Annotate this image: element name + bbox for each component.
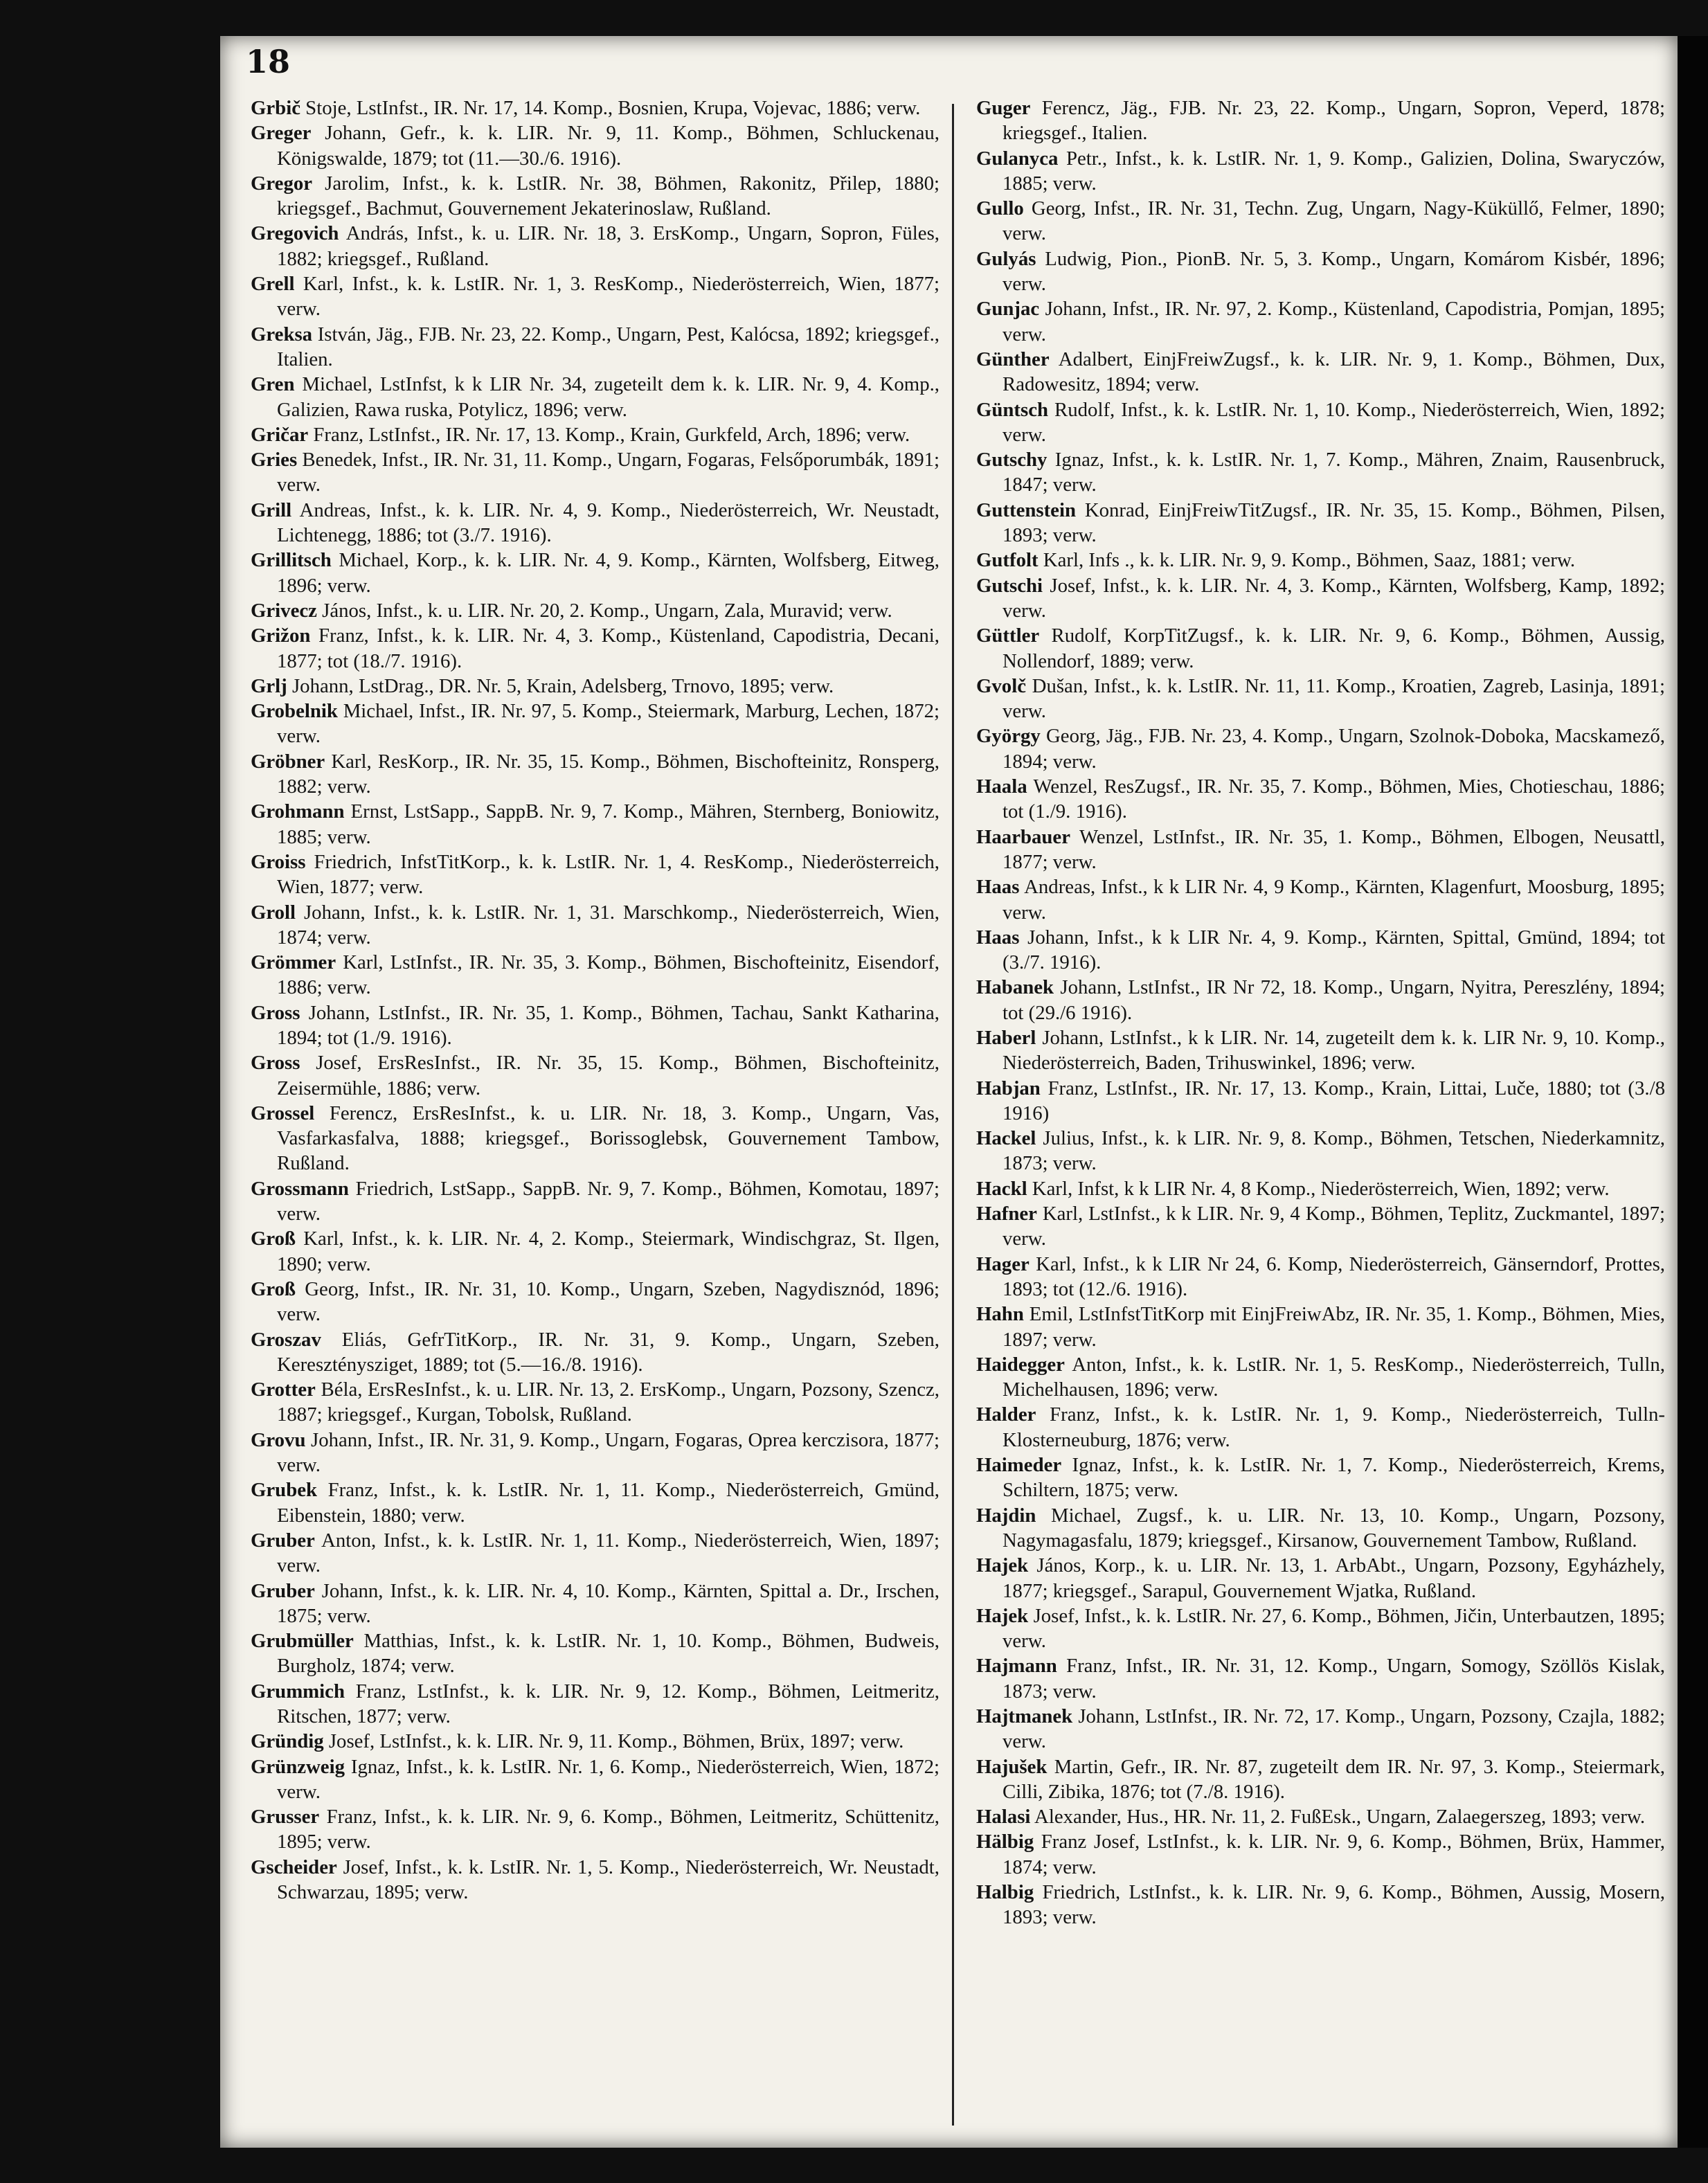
entry-details: Franz, Infst., k. k. LIR. Nr. 9, 6. Komp., Böhmen, Leitmeritz, Schüttenitz, 1895; verw. xyxy=(277,1806,940,1853)
entry-details: Michael, LstInfst, k k LIR Nr. 34, zugeteilt dem k. k. LIR. Nr. 9, 4. Komp., Galizien, Rawa ruska, Potylicz, 1896; verw. xyxy=(277,373,940,421)
register-entry xyxy=(251,850,940,900)
entry-surname: Grömmer xyxy=(251,951,336,974)
entry-surname: Grell xyxy=(251,273,295,296)
left-column xyxy=(251,96,940,1905)
register-entry xyxy=(976,548,1665,573)
entry-details: Franz, Infst., k. k. LstIR. Nr. 1, 11. Komp., Niederösterreich, Gmünd, Eibenstein, 1880; verw. xyxy=(277,1479,940,1527)
register-entry xyxy=(976,1829,1665,1880)
entry-details: Konrad, EinjFreiwTitZugsf., IR. Nr. 35, 15. Komp., Böhmen, Pilsen, 1893; verw. xyxy=(1003,498,1665,547)
register-entry xyxy=(976,347,1665,397)
register-entry xyxy=(976,146,1665,197)
entry-surname: Halder xyxy=(976,1403,1036,1426)
register-entry xyxy=(976,447,1665,498)
entry-details: Emil, LstInfstTitKorp mit EinjFreiwAbz, IR. Nr. 35, 1. Komp., Böhmen, Mies, 1897; verw. xyxy=(1003,1303,1665,1351)
entry-surname: Hafner xyxy=(976,1203,1037,1225)
entry-details: Johann, Infst., k. k. LstIR. Nr. 1, 31. Marschkomp., Niederösterreich, Wien, 1874; verw. xyxy=(277,901,940,949)
entry-details: Johann, LstInfst., IR Nr 72, 18. Komp., Ungarn, Nyitra, Pereszlény, 1894; tot (29./6 1916). xyxy=(1003,976,1665,1024)
register-entry xyxy=(251,1000,940,1051)
entry-surname: Gren xyxy=(251,373,295,396)
entry-details: Karl, ResKorp., IR. Nr. 35, 15. Komp., Böhmen, Bischofteinitz, Ronsperg, 1882; verw. xyxy=(277,750,940,798)
entry-surname: Haala xyxy=(976,775,1027,798)
entry-details: János, Korp., k. u. LIR. Nr. 13, 1. ArbAbt., Ungarn, Pozsony, Egyházhely, 1877; kriegsgef., Sarapul, Gouvernement Wjatka, Rußland. xyxy=(1003,1554,1665,1602)
entry-details: Ignaz, Infst., k. k. LstIR. Nr. 1, 7. Komp., Mähren, Znaim, Rausenbruck, 1847; verw. xyxy=(1003,449,1665,496)
entry-surname: Grobelnik xyxy=(251,700,338,723)
entry-surname: Haarbauer xyxy=(976,825,1070,848)
entry-surname: Gutschi xyxy=(976,574,1043,597)
register-entry xyxy=(976,1653,1665,1704)
entry-surname: Hager xyxy=(976,1252,1030,1275)
entry-details: Johann, Infst., IR. Nr. 97, 2. Komp., Küstenland, Capodistria, Pomjan, 1895; verw. xyxy=(1003,298,1665,345)
register-entry xyxy=(976,1553,1665,1603)
entry-details: Ignaz, Infst., k. k. LstIR. Nr. 1, 6. Komp., Niederösterreich, Wien, 1872; verw. xyxy=(277,1755,940,1803)
entry-surname: Haas xyxy=(976,926,1020,949)
entry-surname: Habanek xyxy=(976,976,1054,999)
entry-details: Johann, LstDrag., DR. Nr. 5, Krain, Adelsberg, Trnovo, 1895; verw. xyxy=(287,674,834,697)
register-entry xyxy=(251,171,940,222)
entry-details: Franz, Infst., k. k. LIR. Nr. 4, 3. Komp., Küstenland, Capodistria, Decani, 1877; tot (18./7. 1916). xyxy=(277,625,940,672)
entry-details: András, Infst., k. u. LIR. Nr. 18, 3. ErsKomp., Ungarn, Sopron, Füles, 1882; kriegsgef., Rußland. xyxy=(277,222,940,270)
entry-surname: Groß xyxy=(251,1277,296,1300)
register-entry xyxy=(251,322,940,372)
entry-details: Martin, Gefr., IR. Nr. 87, zugeteilt dem IR. Nr. 97, 3. Komp., Steiermark, Cilli, Zibika, 1876; tot (7./8. 1916). xyxy=(1003,1755,1665,1803)
register-entry xyxy=(251,422,940,447)
register-entry xyxy=(976,1804,1665,1829)
entry-details: Josef, Infst., k. k. LstIR. Nr. 1, 5. Komp., Niederösterreich, Wr. Neustadt, Schwarzau, 1895; verw. xyxy=(277,1856,940,1904)
register-entry xyxy=(251,221,940,271)
entry-details: Anton, Infst., k. k. LstIR. Nr. 1, 11. Komp., Niederösterreich, Wien, 1897; verw. xyxy=(277,1529,940,1577)
register-entry xyxy=(251,1804,940,1855)
entry-details: Karl, Infst., k k LIR Nr 24, 6. Komp, Niederösterreich, Gänserndorf, Prottes, 1893; tot (12./6. 1916). xyxy=(1003,1252,1665,1300)
entry-details: Béla, ErsResInfst., k. u. LIR. Nr. 13, 2. ErsKomp., Ungarn, Pozsony, Szencz, 1887; kriegsgef., Kurgan, Tobolsk, Rußland. xyxy=(277,1378,940,1426)
entry-surname: Grill xyxy=(251,498,292,521)
register-entry xyxy=(976,196,1665,246)
register-entry xyxy=(251,1729,940,1754)
entry-details: Rudolf, Infst., k. k. LstIR. Nr. 1, 10. Komp., Niederösterreich, Wien, 1892; verw. xyxy=(1003,398,1665,446)
entry-details: Johann, LstInfst., IR. Nr. 35, 1. Komp., Böhmen, Tachau, Sankt Katharina, 1894; tot (1./9. 1916). xyxy=(277,1001,940,1049)
register-entry xyxy=(251,699,940,749)
entry-surname: Haas xyxy=(976,876,1020,899)
register-entry xyxy=(976,1503,1665,1554)
register-entry xyxy=(976,1302,1665,1352)
register-entry xyxy=(251,1226,940,1277)
register-entry xyxy=(251,950,940,1000)
entry-details: Alexander, Hus., HR. Nr. 11, 2. FußEsk., Ungarn, Zalaegerszeg, 1893; verw. xyxy=(1030,1806,1646,1829)
register-entry xyxy=(976,1076,1665,1126)
entry-surname: Greger xyxy=(251,122,312,145)
register-entry xyxy=(976,623,1665,674)
register-entry xyxy=(976,674,1665,724)
entry-surname: Gutfolt xyxy=(976,549,1039,572)
entry-details: Ferencz, ErsResInfst., k. u. LIR. Nr. 18, 3. Komp., Ungarn, Vas, Vasfarkasfalva, 1888; kriegsgef., Borissoglebsk, Gouvernement Tambow, Rußland. xyxy=(277,1102,940,1175)
entry-details: Josef, ErsResInfst., IR. Nr. 35, 15. Komp., Böhmen, Bischofteinitz, Zeisermühle, 1886; verw. xyxy=(277,1052,940,1099)
entry-surname: Grovu xyxy=(251,1428,306,1451)
entry-details: Georg, Infst., IR. Nr. 31, 10. Komp., Ungarn, Szeben, Nagydisznód, 1896; verw. xyxy=(277,1277,940,1326)
register-entry xyxy=(251,1855,940,1905)
register-entry xyxy=(251,1628,940,1679)
entry-surname: Haberl xyxy=(976,1026,1036,1049)
entry-surname: Haimeder xyxy=(976,1454,1062,1477)
entry-details: Anton, Infst., k. k. LstIR. Nr. 1, 5. ResKomp., Niederösterreich, Tulln, Michelhausen, 1896; verw. xyxy=(1003,1353,1665,1401)
register-entry xyxy=(976,925,1665,976)
entry-details: Stoje, LstInfst., IR. Nr. 17, 14. Komp., Bosnien, Krupa, Vojevac, 1886; verw. xyxy=(300,97,921,119)
entry-details: Johann, Infst., IR. Nr. 31, 9. Komp., Ungarn, Fogaras, Oprea kerczisora, 1877; verw. xyxy=(277,1428,940,1477)
register-entry xyxy=(976,96,1665,146)
entry-details: Josef, Infst., k. k. LstIR. Nr. 27, 6. Komp., Böhmen, Jičin, Unterbautzen, 1895; verw. xyxy=(1003,1604,1665,1653)
entry-surname: Gross xyxy=(251,1001,300,1024)
register-entry xyxy=(251,799,940,850)
entry-surname: Grivecz xyxy=(251,599,317,622)
entry-surname: Grillitsch xyxy=(251,549,332,572)
page-edge-shadow xyxy=(1678,36,1708,2148)
entry-surname: Halasi xyxy=(976,1806,1031,1829)
register-entry xyxy=(976,975,1665,1025)
entry-surname: Gričar xyxy=(251,423,309,446)
entry-details: Karl, LstInfst., IR. Nr. 35, 3. Komp., Böhmen, Bischofteinitz, Eisendorf, 1886; verw. xyxy=(277,951,940,999)
entry-surname: Hahn xyxy=(976,1303,1024,1326)
register-entry xyxy=(251,1101,940,1176)
entry-details: Josef, Infst., k. k. LIR. Nr. 4, 3. Komp., Kärnten, Wolfsberg, Kamp, 1892; verw. xyxy=(1003,574,1665,622)
entry-details: Friedrich, InfstTitKorp., k. k. LstIR. Nr. 1, 4. ResKomp., Niederösterreich, Wien, 1877; verw. xyxy=(277,850,940,899)
entry-details: Michael, Zugsf., k. u. LIR. Nr. 13, 10. Komp., Ungarn, Pozsony, Nagymagasfalu, 1879; kriegsgef., Kirsanow, Gouvernement Tambow, Rußland. xyxy=(1003,1504,1665,1552)
entry-details: Karl, Infs ., k. k. LIR. Nr. 9, 9. Komp., Böhmen, Saaz, 1881; verw. xyxy=(1038,549,1576,572)
entry-details: Franz, LstInfst., k. k. LIR. Nr. 9, 12. Komp., Böhmen, Leitmeritz, Ritschen, 1877; verw. xyxy=(277,1680,940,1727)
entry-details: Andreas, Infst., k k LIR Nr. 4, 9 Komp., Kärnten, Klagenfurt, Moosburg, 1895; verw. xyxy=(1003,876,1665,924)
entry-surname: Gulanyca xyxy=(976,147,1059,170)
entry-details: Franz, LstInfst., IR. Nr. 17, 13. Komp., Krain, Gurkfeld, Arch, 1896; verw. xyxy=(308,423,910,446)
entry-details: Georg, Infst., IR. Nr. 31, Techn. Zug, Ungarn, Nagy-Küküllő, Felmer, 1890; verw. xyxy=(1003,197,1665,245)
register-entry xyxy=(251,900,940,951)
entry-details: Wenzel, ResZugsf., IR. Nr. 35, 7. Komp., Böhmen, Mies, Chotieschau, 1886; tot (1./9. 1916). xyxy=(1003,775,1665,823)
register-entry xyxy=(976,1352,1665,1403)
entry-surname: Günther xyxy=(976,348,1050,370)
entry-details: Johann, LstInfst., IR. Nr. 72, 17. Komp., Ungarn, Pozsony, Czajla, 1882; verw. xyxy=(1003,1705,1665,1753)
entry-details: Karl, LstInfst., k k LIR. Nr. 9, 4 Komp., Böhmen, Teplitz, Zuckmantel, 1897; verw. xyxy=(1003,1203,1665,1250)
entry-details: Franz Josef, LstInfst., k. k. LIR. Nr. 9, 6. Komp., Böhmen, Brüx, Hammer, 1874; verw. xyxy=(1003,1831,1665,1878)
entry-surname: Güttler xyxy=(976,625,1040,647)
entry-details: Johann, Infst., k. k. LIR. Nr. 4, 10. Komp., Kärnten, Spittal a. Dr., Irschen, 1875; verw. xyxy=(277,1579,940,1627)
register-entry xyxy=(251,1176,940,1227)
entry-details: Matthias, Infst., k. k. LstIR. Nr. 1, 10. Komp., Böhmen, Budweis, Burgholz, 1874; verw. xyxy=(277,1630,940,1678)
entry-surname: Gruber xyxy=(251,1529,315,1552)
entry-surname: Halbig xyxy=(976,1881,1034,1904)
entry-surname: Greksa xyxy=(251,323,313,345)
register-entry xyxy=(251,598,940,623)
entry-surname: Hajek xyxy=(976,1554,1029,1577)
register-entry xyxy=(251,749,940,800)
register-entry xyxy=(251,1477,940,1528)
register-entry xyxy=(976,1126,1665,1176)
entry-details: Johann, Infst., k k LIR Nr. 4, 9. Komp., Kärnten, Spittal, Gmünd, 1894; tot (3./7. 1916). xyxy=(1003,926,1665,974)
register-entry xyxy=(976,498,1665,548)
entry-surname: Hajtmanek xyxy=(976,1705,1073,1727)
register-entry xyxy=(251,1377,940,1428)
entry-surname: Gregor xyxy=(251,172,313,195)
entry-surname: Grotter xyxy=(251,1378,316,1401)
entry-surname: Grossmann xyxy=(251,1177,349,1200)
register-entry xyxy=(976,1201,1665,1252)
entry-surname: Grummich xyxy=(251,1680,345,1703)
entry-surname: Gullo xyxy=(976,197,1024,220)
entry-details: Karl, Infst, k k LIR Nr. 4, 8 Komp., Niederösterreich, Wien, 1892; verw. xyxy=(1027,1177,1610,1200)
register-entry xyxy=(251,1528,940,1579)
entry-details: Georg, Jäg., FJB. Nr. 23, 4. Komp., Ungarn, Szolnok-Doboka, Macskamező, 1894; verw. xyxy=(1003,725,1665,773)
entry-surname: Guttenstein xyxy=(976,498,1076,521)
entry-surname: Gscheider xyxy=(251,1856,337,1878)
register-entry xyxy=(251,1679,940,1730)
entry-surname: Gunjac xyxy=(976,298,1040,321)
entry-details: Michael, Infst., IR. Nr. 97, 5. Komp., Steiermark, Marburg, Lechen, 1872; verw. xyxy=(277,700,940,748)
register-entry xyxy=(251,96,940,120)
entry-surname: Gries xyxy=(251,449,298,471)
entry-surname: Güntsch xyxy=(976,398,1049,421)
entry-surname: Grünzweig xyxy=(251,1755,345,1778)
page-number: 18 xyxy=(246,43,291,80)
register-entry xyxy=(251,120,940,171)
entry-surname: Hajek xyxy=(976,1604,1029,1627)
register-entry xyxy=(251,1754,940,1805)
register-entry xyxy=(251,1277,940,1327)
entry-surname: Grossel xyxy=(251,1102,315,1124)
entry-surname: Gvolč xyxy=(976,674,1026,697)
register-entry xyxy=(251,498,940,548)
entry-details: Eliás, GefrTitKorp., IR. Nr. 31, 9. Komp., Ungarn, Szeben, Kereszténysziget, 1889; tot (5.—16./8. 1916). xyxy=(277,1328,940,1376)
register-entry xyxy=(976,1880,1665,1930)
entry-surname: Gutschy xyxy=(976,449,1048,471)
register-entry xyxy=(251,1579,940,1629)
entry-details: Benedek, Infst., IR. Nr. 31, 11. Komp., Ungarn, Fogaras, Felsőporumbák, 1891; verw. xyxy=(277,449,940,496)
entry-surname: Habjan xyxy=(976,1077,1041,1099)
entry-details: Jarolim, Infst., k. k. LstIR. Nr. 38, Böhmen, Rakonitz, Přilep, 1880; kriegsgef., Bachmut, Gouvernement Jekaterinoslaw, Rußland. xyxy=(277,172,940,220)
entry-surname: Hälbig xyxy=(976,1831,1034,1853)
register-entry xyxy=(251,674,940,699)
entry-details: István, Jäg., FJB. Nr. 23, 22. Komp., Ungarn, Pest, Kalócsa, 1892; kriegsgef., Italien. xyxy=(277,323,940,370)
register-entry xyxy=(976,1603,1665,1654)
register-entry xyxy=(976,774,1665,825)
entry-surname: Grbič xyxy=(251,97,300,119)
entry-surname: Guger xyxy=(976,97,1031,119)
entry-details: Karl, Infst., k. k. LstIR. Nr. 1, 3. ResKomp., Niederösterreich, Wien, 1877; verw. xyxy=(277,273,940,321)
entry-details: Wenzel, LstInfst., IR. Nr. 35, 1. Komp., Böhmen, Elbogen, Neusattl, 1877; verw. xyxy=(1003,825,1665,873)
entry-details: Dušan, Infst., k. k. LstIR. Nr. 11, 11. Komp., Kroatien, Zagreb, Lasinja, 1891; verw. xyxy=(1003,674,1665,723)
entry-surname: Gruber xyxy=(251,1579,315,1602)
entry-surname: Groiss xyxy=(251,850,306,873)
entry-details: Friedrich, LstSapp., SappB. Nr. 9, 7. Komp., Böhmen, Komotau, 1897; verw. xyxy=(277,1177,940,1225)
entry-surname: Hajušek xyxy=(976,1755,1048,1778)
register-entry xyxy=(251,623,940,674)
entry-details: Rudolf, KorpTitZugsf., k. k. LIR. Nr. 9, 6. Komp., Böhmen, Aussig, Nollendorf, 1889; verw. xyxy=(1003,625,1665,672)
entry-details: Petr., Infst., k. k. LstIR. Nr. 1, 9. Komp., Galizien, Dolina, Swaryczów, 1885; verw. xyxy=(1003,147,1665,195)
entry-surname: Grlj xyxy=(251,674,287,697)
entry-details: Franz, Infst., IR. Nr. 31, 12. Komp., Ungarn, Somogy, Szöllös Kislak, 1873; verw. xyxy=(1003,1655,1665,1703)
entry-details: Josef, LstInfst., k. k. LIR. Nr. 9, 11. Komp., Böhmen, Brüx, 1897; verw. xyxy=(323,1730,904,1753)
entry-surname: Grusser xyxy=(251,1806,320,1829)
entry-details: Franz, Infst., k. k. LstIR. Nr. 1, 9. Komp., Niederösterreich, Tulln-Klosterneuburg, 1876; verw. xyxy=(1003,1403,1665,1451)
register-entry xyxy=(976,1402,1665,1453)
register-entry xyxy=(976,296,1665,347)
register-entry xyxy=(976,825,1665,875)
register-entry xyxy=(976,1754,1665,1805)
entry-details: Michael, Korp., k. k. LIR. Nr. 4, 9. Komp., Kärnten, Wolfsberg, Eitweg, 1896; verw. xyxy=(277,549,940,597)
register-entry xyxy=(976,397,1665,448)
entry-details: Karl, Infst., k. k. LIR. Nr. 4, 2. Komp., Steiermark, Windischgraz, St. Ilgen, 1890; verw. xyxy=(277,1228,940,1275)
entry-details: Andreas, Infst., k. k. LIR. Nr. 4, 9. Komp., Niederösterreich, Wr. Neustadt, Lichtenegg, 1886; tot (3./7. 1916). xyxy=(277,498,940,547)
entry-surname: Gregovich xyxy=(251,222,339,245)
register-entry xyxy=(251,271,940,322)
entry-details: Johann, LstInfst., k k LIR. Nr. 14, zugeteilt dem k. k. LIR Nr. 9, 10. Komp., Niederösterreich, Baden, Trihuswinkel, 1896; verw. xyxy=(1003,1026,1665,1075)
entry-surname: Hackel xyxy=(976,1127,1036,1150)
entry-surname: Haidegger xyxy=(976,1353,1065,1376)
register-entry xyxy=(251,1327,940,1378)
entry-details: Ludwig, Pion., PionB. Nr. 5, 3. Komp., Ungarn, Komárom Kisbér, 1896; verw. xyxy=(1003,247,1665,296)
entry-surname: Hajmann xyxy=(976,1655,1057,1678)
entry-details: Ernst, LstSapp., SappB. Nr. 9, 7. Komp., Mähren, Sternberg, Boniowitz, 1885; verw. xyxy=(277,800,940,848)
right-column xyxy=(976,96,1665,1930)
register-entry xyxy=(251,1050,940,1101)
entry-details: Ferencz, Jäg., FJB. Nr. 23, 22. Komp., Ungarn, Sopron, Veperd, 1878; kriegsgef., Italien. xyxy=(1003,97,1665,145)
entry-surname: Grohmann xyxy=(251,800,345,823)
register-entry xyxy=(976,874,1665,925)
entry-details: Johann, Gefr., k. k. LIR. Nr. 9, 11. Komp., Böhmen, Schluckenau, Königswalde, 1879; tot (11.—30./6. 1916). xyxy=(277,122,940,170)
register-entry xyxy=(976,246,1665,297)
register-entry xyxy=(976,573,1665,624)
entry-surname: Gründig xyxy=(251,1730,324,1753)
entry-surname: Groszav xyxy=(251,1328,321,1351)
entry-details: Adalbert, EinjFreiwZugsf., k. k. LIR. Nr. 9, 1. Komp., Böhmen, Dux, Radowesitz, 1894; verw. xyxy=(1003,348,1665,396)
register-entry xyxy=(251,372,940,422)
entry-details: Ignaz, Infst., k. k. LstIR. Nr. 1, 7. Komp., Niederösterreich, Krems, Schiltern, 1875; verw. xyxy=(1003,1454,1665,1502)
register-entry xyxy=(976,1453,1665,1503)
entry-surname: Hackl xyxy=(976,1177,1027,1200)
register-entry xyxy=(976,1176,1665,1201)
entry-surname: Gröbner xyxy=(251,750,325,773)
register-entry xyxy=(976,1704,1665,1754)
register-entry xyxy=(976,1025,1665,1076)
register-entry xyxy=(976,1252,1665,1302)
entry-details: Friedrich, LstInfst., k. k. LIR. Nr. 9, 6. Komp., Böhmen, Aussig, Mosern, 1893; verw. xyxy=(1003,1881,1665,1929)
entry-surname: Gulyás xyxy=(976,247,1036,270)
entry-surname: Grubek xyxy=(251,1479,318,1502)
entry-details: Franz, LstInfst., IR. Nr. 17, 13. Komp., Krain, Littai, Luče, 1880; tot (3./8 1916) xyxy=(1003,1077,1665,1124)
register-entry xyxy=(251,447,940,498)
entry-surname: Gross xyxy=(251,1052,300,1075)
entry-surname: Hajdin xyxy=(976,1504,1036,1527)
entry-surname: Grubmüller xyxy=(251,1630,354,1653)
entry-surname: György xyxy=(976,725,1041,748)
register-entry xyxy=(251,548,940,598)
entry-surname: Groll xyxy=(251,901,296,924)
entry-surname: Groß xyxy=(251,1228,296,1250)
column-divider xyxy=(952,104,954,2126)
entry-surname: Grižon xyxy=(251,625,311,647)
register-entry xyxy=(976,724,1665,774)
entry-details: Julius, Infst., k. k LIR. Nr. 9, 8. Komp., Böhmen, Tetschen, Niederkamnitz, 1873; verw. xyxy=(1003,1127,1665,1175)
entry-details: János, Infst., k. u. LIR. Nr. 20, 2. Komp., Ungarn, Zala, Muravid; verw. xyxy=(316,599,892,622)
register-entry xyxy=(251,1428,940,1478)
